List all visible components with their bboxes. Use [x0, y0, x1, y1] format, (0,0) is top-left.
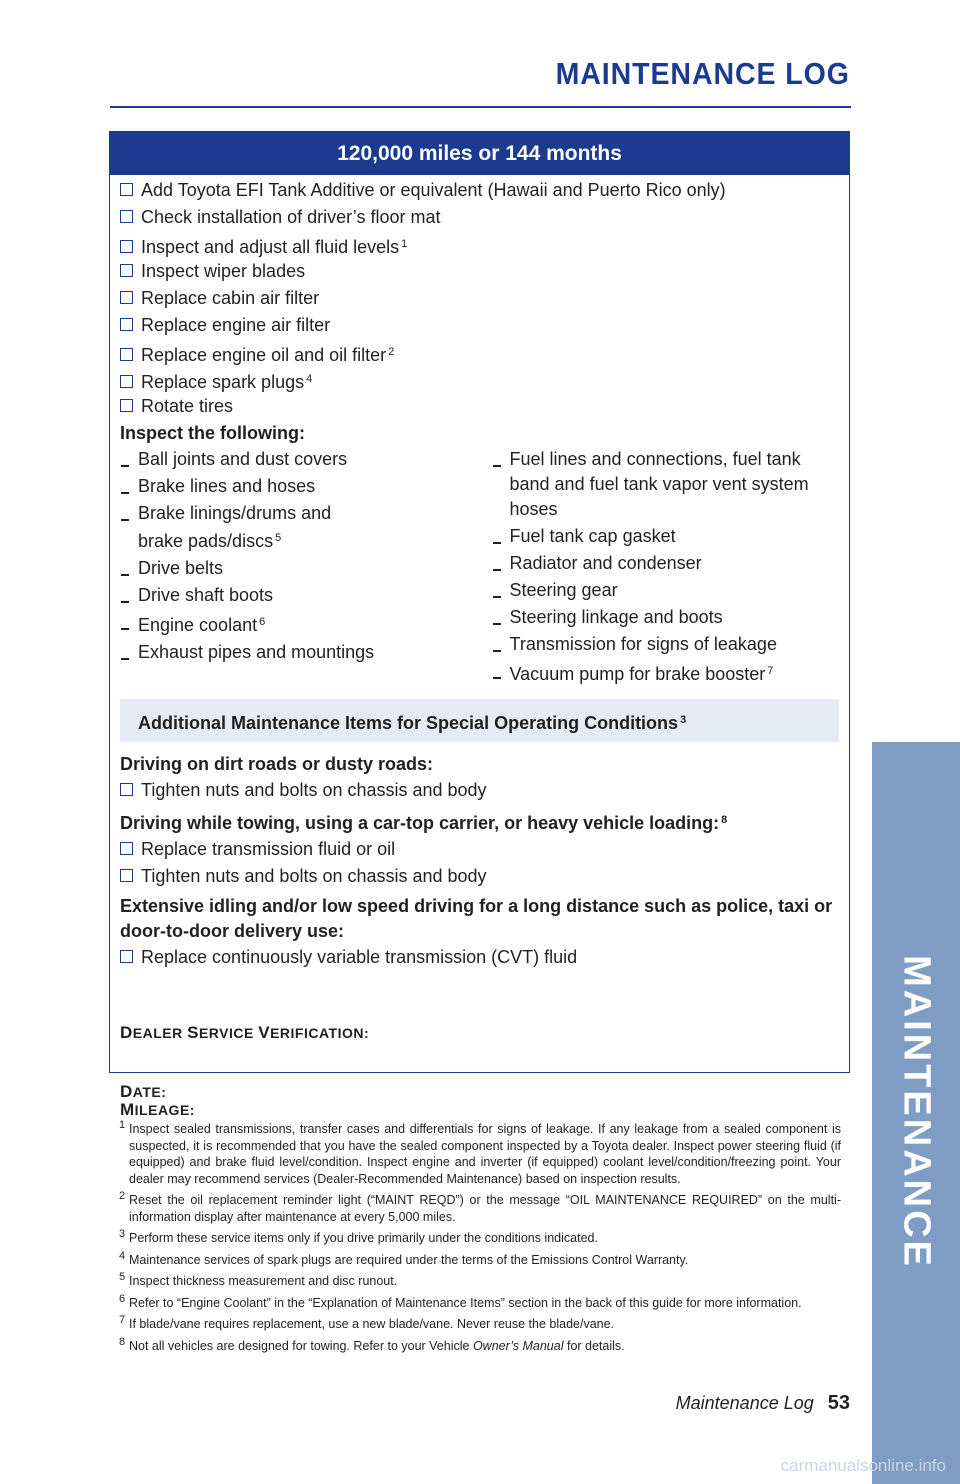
interval-header: 120,000 miles or 144 months: [110, 132, 849, 175]
inspect-item: Vacuum pump for brake booster $^7$: [492, 659, 840, 687]
checklist-item[interactable]: [120, 177, 839, 204]
condition-heading: Driving on dirt roads or dusty roads:: [120, 754, 434, 774]
checkbox-icon[interactable]: [120, 783, 133, 796]
footnote-ref: 1: [401, 238, 408, 250]
inspect-item: Fuel tank cap gasket: [492, 524, 840, 549]
checklist-item-label: Check installation of driver’s floor mat: [141, 207, 441, 227]
checkbox-icon[interactable]: [120, 240, 133, 253]
footnote-ref: 7: [767, 665, 774, 677]
mileage-label: MILEAGE:: [120, 1100, 195, 1119]
page-number: 53: [827, 1392, 850, 1414]
checklist-item[interactable]: [120, 863, 839, 890]
footnote: 6 Refer to “Engine Coolant” in the “Explanation of Maintenance Items” section in the back of this guide for more information.: [119, 1292, 802, 1310]
footnote: 8 Not all vehicles are designed for towing. Refer to your Vehicle Owner’s Manual for details.: [119, 1335, 625, 1353]
checklist-item[interactable]: [120, 777, 839, 804]
page-title: MAINTENANCE LOG: [555, 56, 850, 91]
date-mileage-labels: [120, 1083, 839, 1119]
inspect-item: Engine coolant $^6$: [120, 610, 480, 638]
checklist-item-label: Replace spark plugs: [141, 372, 305, 392]
checklist-item[interactable]: [120, 204, 839, 231]
inspect-item: Brake lines and hoses: [120, 474, 480, 499]
footnote-ref: 3: [680, 714, 687, 726]
checklist-item[interactable]: [120, 231, 839, 258]
inspect-item: Ball joints and dust covers: [120, 447, 480, 472]
checklist-item[interactable]: [120, 312, 839, 339]
checkbox-icon[interactable]: [120, 842, 133, 855]
footnote: 7 If blade/vane requires replacement, use a new blade/vane. Never reuse the blade/vane.: [119, 1314, 615, 1331]
inspect-item: Radiator and condenser: [492, 551, 840, 576]
checkbox-icon[interactable]: [120, 399, 133, 412]
checklist-item[interactable]: [120, 393, 839, 420]
footnote-ref: 5: [275, 532, 282, 544]
checklist-item[interactable]: [120, 285, 839, 312]
dealer-verification-label: DEALER SERVICE VERIFICATION:: [120, 1023, 370, 1042]
inspect-columns: [120, 447, 839, 689]
checklist-item-label: Rotate tires: [141, 396, 234, 416]
date-label: DATE:: [120, 1082, 167, 1101]
checklist-item-label: Replace engine air filter: [141, 315, 331, 335]
checkbox-icon[interactable]: [120, 375, 133, 388]
page-footer: [676, 1392, 850, 1415]
inspect-item: Steering linkage and boots: [492, 605, 840, 630]
footer-section: Maintenance Log: [675, 1393, 814, 1413]
footnote: 5 Inspect thickness measurement and disc runout.: [119, 1271, 398, 1288]
checklist-item[interactable]: [120, 339, 839, 366]
condition-heading: Driving while towing, using a car-top carrier, or heavy vehicle loading: $^8$: [120, 813, 728, 833]
checklist-item[interactable]: [120, 944, 839, 971]
inspect-item: Transmission for signs of leakage: [492, 632, 840, 657]
footnote-ref: 4: [306, 373, 313, 385]
inspect-item: Drive belts: [120, 556, 480, 581]
footnote: 1 Inspect sealed transmissions, transfer cases and differentials for signs of leakage. If any leakage from a sealed component is suspected, it is recommended that you have the sealed component inspected by a Toyota dealer. Inspect power steering fluid (if equipped) and brake fluid level/condition. Inspect engine and inverter (if equipped) coolant level/condition/freezing point. Your dealer may recommend services (Dealer-Recommended Maintenance) based on inspection results.: [119, 1119, 841, 1186]
side-tab-label: MAINTENANCE: [895, 955, 938, 1269]
checklist-item-label: Replace transmission fluid or oil: [141, 839, 396, 859]
footnote-ref: 8: [721, 814, 728, 826]
footnote-ref: 2: [388, 346, 395, 358]
watermark: carmanualsonline.info: [780, 1456, 946, 1475]
inspect-item: Brake linings/drums and brake pads/discs $^5$: [120, 501, 338, 554]
checklist-item[interactable]: [120, 836, 839, 863]
footnote: 3 Perform these service items only if you drive primarily under the conditions indicated.: [119, 1228, 598, 1245]
checklist-item-label: Add Toyota EFI Tank Additive or equivalent (Hawaii and Puerto Rico only): [141, 180, 726, 200]
inspect-left-column: [120, 447, 480, 689]
inspect-item: Exhaust pipes and mountings: [120, 640, 480, 665]
checklist-item-label: Tighten nuts and bolts on chassis and body: [141, 780, 487, 800]
checkbox-icon[interactable]: [120, 183, 133, 196]
footnotes: [119, 1121, 841, 1359]
inspect-heading: Inspect the following:: [120, 423, 305, 443]
checklist-item-label: Inspect and adjust all fluid levels: [141, 237, 400, 257]
checklist-item[interactable]: [120, 366, 839, 393]
checkbox-icon[interactable]: [120, 264, 133, 277]
condition-heading: Extensive idling and/or low speed driving for a long distance such as police, taxi or door-to-door delivery use:: [120, 896, 833, 941]
inspect-item: Fuel lines and connections, fuel tank band and fuel tank vapor vent system hoses: [492, 447, 840, 522]
checkbox-icon[interactable]: [120, 869, 133, 882]
checklist-item-label: Tighten nuts and bolts on chassis and body: [141, 866, 487, 886]
inspect-item: Drive shaft boots: [120, 583, 480, 608]
checkbox-icon[interactable]: [120, 950, 133, 963]
checklist: [120, 177, 839, 420]
checklist-item-label: Replace engine oil and oil filter: [141, 345, 387, 365]
checkbox-icon[interactable]: [120, 210, 133, 223]
checklist-item-label: Replace continuously variable transmission (CVT) fluid: [141, 947, 578, 967]
checkbox-icon[interactable]: [120, 348, 133, 361]
checklist-item[interactable]: [120, 258, 839, 285]
checkbox-icon[interactable]: [120, 318, 133, 331]
box-content: [110, 177, 849, 1119]
footnote: 4 Maintenance services of spark plugs are required under the terms of the Emissions Control Warranty.: [119, 1249, 689, 1267]
inspect-item: Steering gear: [492, 578, 840, 603]
maintenance-box: [109, 131, 850, 1119]
footnote-ref: 6: [259, 616, 266, 628]
checklist-item-label: Inspect wiper blades: [141, 261, 306, 281]
footnote: 2 Reset the oil replacement reminder light (“MAINT REQD”) or the message “OIL MAINTENANCE REQUIRED” on the multi-information display after maintenance at every 5,000 miles.: [119, 1190, 841, 1224]
inspect-right-column: [480, 447, 840, 689]
checklist-item-label: Replace cabin air filter: [141, 288, 320, 308]
additional-items-banner: Additional Maintenance Items for Special Operating Conditions $^3$: [120, 699, 839, 742]
checkbox-icon[interactable]: [120, 291, 133, 304]
title-rule: [110, 106, 851, 108]
